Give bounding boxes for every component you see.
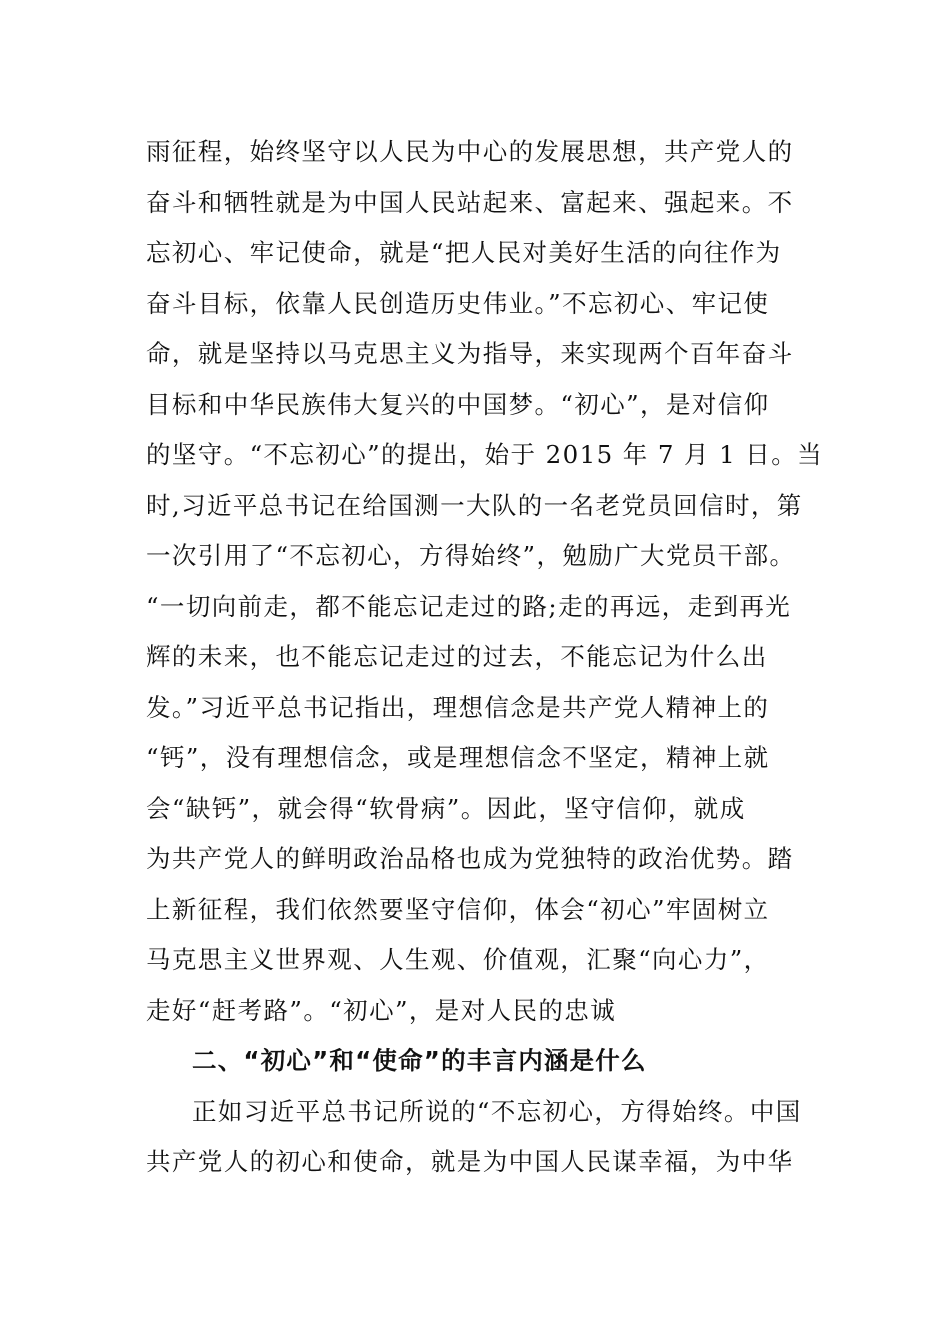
body-line: 马克思主义世界观、人生观、价值观，汇聚“向心力”，	[146, 945, 770, 974]
body-line: 忘初心、牢记使命，就是“把人民对美好生活的向往作为	[146, 238, 782, 267]
body-line: 的坚守。“不忘初心”的提出，始于 2015 年 7 月 1 日。当	[146, 440, 824, 469]
document-body	[146, 132, 824, 1193]
body-line: 共产党人的初心和使命，就是为中国人民谋幸福，为中华	[146, 1147, 794, 1176]
body-line: 时,习近平总书记在给国测一大队的一名老党员回信时，第	[146, 490, 803, 520]
body-line: 目标和中华民族伟大复兴的中国梦。“初心”，是对信仰	[146, 389, 770, 419]
body-line: “钙”，没有理想信念，或是理想信念不坚定，精神上就	[146, 743, 770, 772]
body-line: 雨征程，始终坚守以人民为中心的发展思想，共产党人的	[146, 137, 794, 166]
section-heading: 二、“初心”和“使命”的丰言内涵是什么	[192, 1046, 647, 1075]
body-line: 命，就是坚持以马克思主义为指导，来实现两个百年奋斗	[146, 339, 794, 368]
body-line: 奋斗和牺牲就是为中国人民站起来、富起来、强起来。不	[146, 187, 794, 217]
body-line: 走好“赶考路”。“初心”，是对人民的忠诚	[146, 995, 617, 1025]
body-line: 上新征程，我们依然要坚守信仰，体会“初心”牢固树立	[146, 894, 770, 924]
body-line: 会“缺钙”，就会得“软骨病”。因此，坚守信仰，就成	[146, 793, 746, 823]
body-line: 正如习近平总书记所说的“不忘初心，方得始终。中国	[192, 1096, 802, 1126]
body-line: 奋斗目标，依靠人民创造历史伟业。”不忘初心、牢记使	[146, 288, 770, 318]
body-line: 辉的未来，也不能忘记走过的过去，不能忘记为什么出	[146, 642, 768, 671]
body-line: 一次引用了“不忘初心，方得始终”，勉励广大党员干部。	[146, 541, 796, 570]
body-line: 发。”习近平总书记指出，理想信念是共产党人精神上的	[146, 692, 770, 722]
body-line: 为共产党人的鲜明政治品格也成为党独特的政治优势。踏	[146, 844, 794, 873]
body-line: “一切向前走，都不能忘记走过的路;走的再远，走到再光	[146, 591, 792, 621]
